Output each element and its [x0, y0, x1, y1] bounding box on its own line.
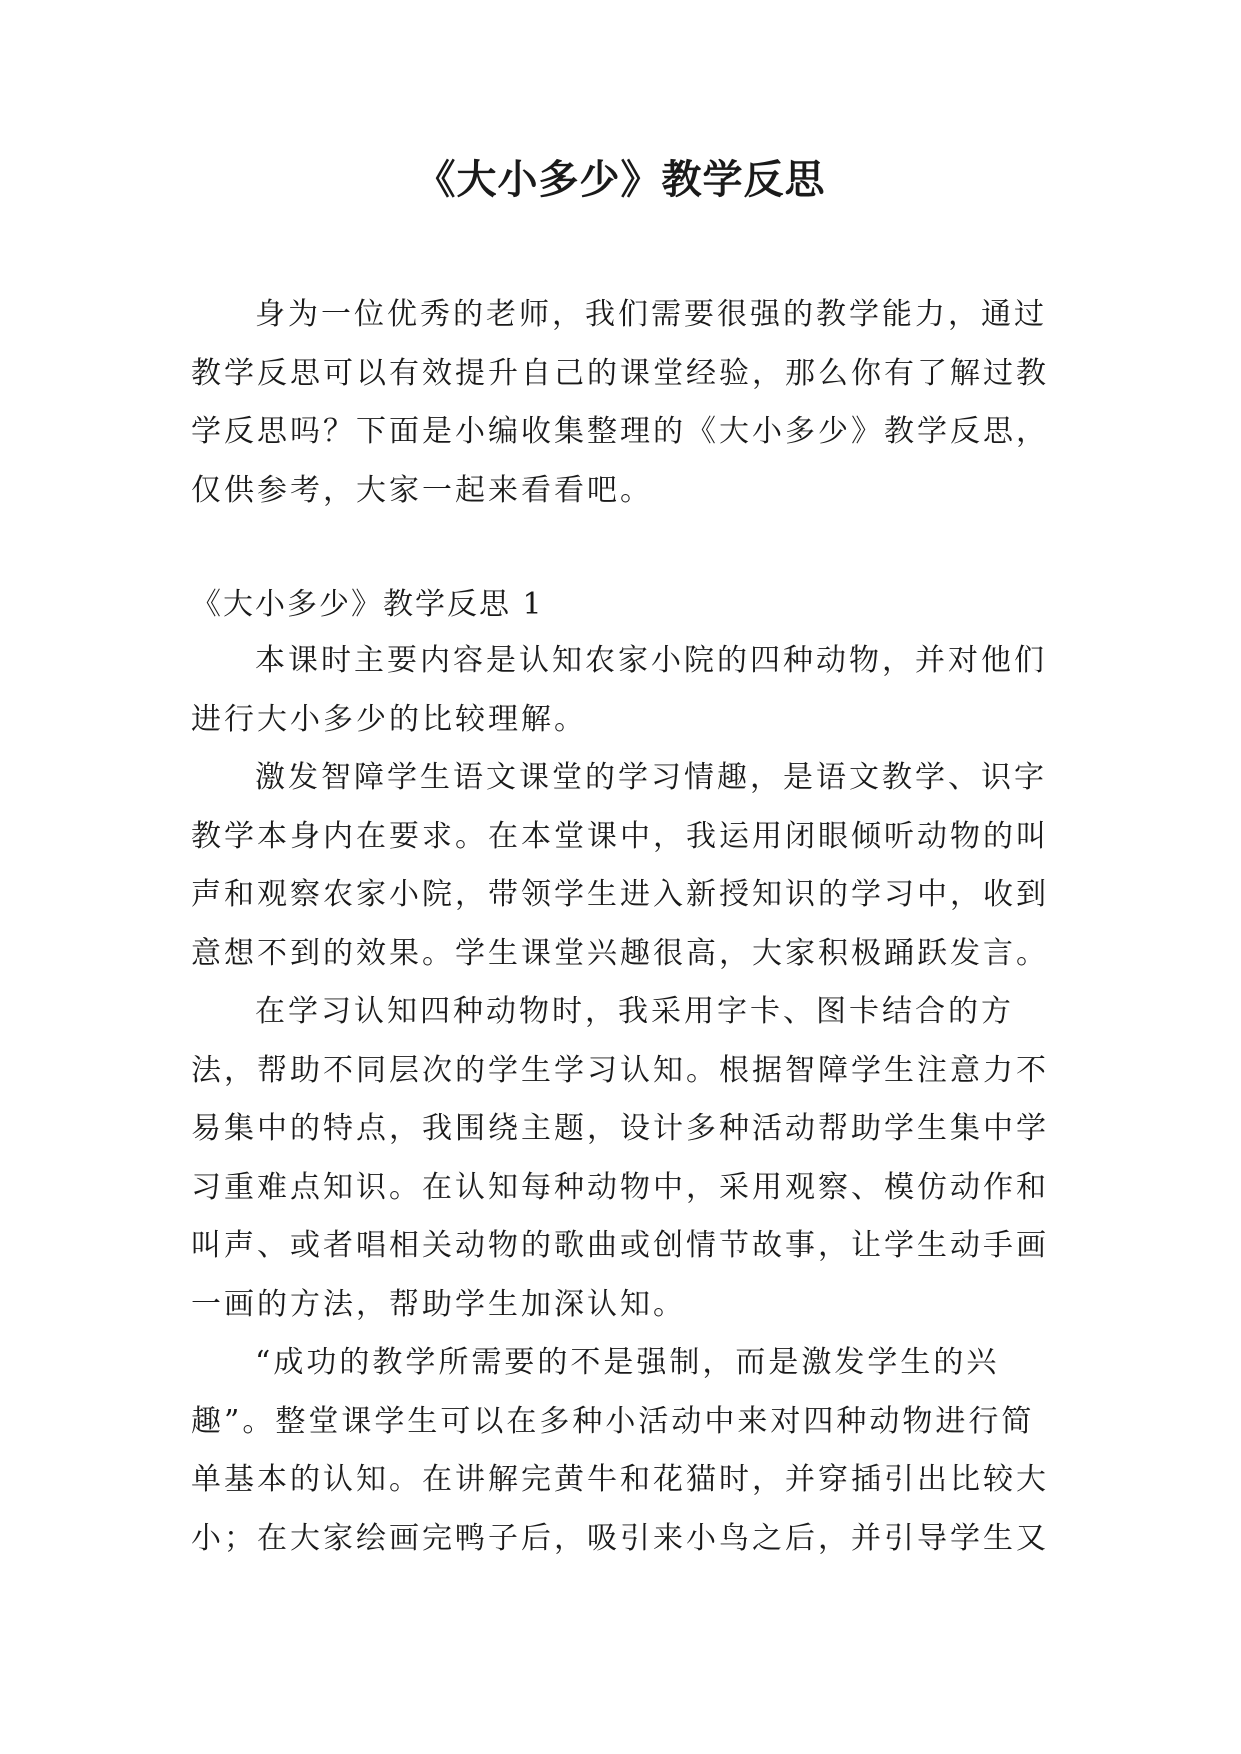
- intro-paragraph: 身为一位优秀的老师，我们需要很强的教学能力，通过教学反思可以有效提升自己的课堂经验，那么你有了解过教学反思吗？下面是小编收集整理的《大小多少》教学反思，仅供参考，大家一起来看看吧。: [191, 297, 1049, 508]
- body-paragraph: 激发智障学生语文课堂的学习情趣，是语文教学、识字教学本身内在要求。在本堂课中，我运用闭眼倾听动物的叫声和观察农家小院，带领学生进入新授知识的学习中，收到意想不到的效果。学生课堂兴趣很高，大家积极踊跃发言。: [191, 760, 1049, 971]
- document-title: 《大小多少》教学反思: [415, 157, 826, 203]
- body-paragraph: 在学习认知四种动物时，我采用字卡、图卡结合的方法，帮助不同层次的学生学习认知。根据智障学生注意力不易集中的特点，我围绕主题，设计多种活动帮助学生集中学习重难点知识。在认知每种动物中，采用观察、模仿动作和叫声、或者唱相关动物的歌曲或创情节故事，让学生动手画一画的方法，帮助学生加深认知。: [191, 994, 1049, 1322]
- body-paragraph: 本课时主要内容是认知农家小院的四种动物，并对他们进行大小多少的比较理解。: [191, 643, 1047, 737]
- section-heading: 《大小多少》教学反思 1: [191, 587, 544, 622]
- section-content: [191, 632, 1051, 1568]
- body-paragraph: “成功的教学所需要的不是强制，而是激发学生的兴趣”。整堂课学生可以在多种小活动中来对四种动物进行简单基本的认知。在讲解完黄牛和花猫时，并穿插引出比较大小；在大家绘画完鸭子后，吸引来小鸟之后，并引导学生又: [191, 1345, 1049, 1556]
